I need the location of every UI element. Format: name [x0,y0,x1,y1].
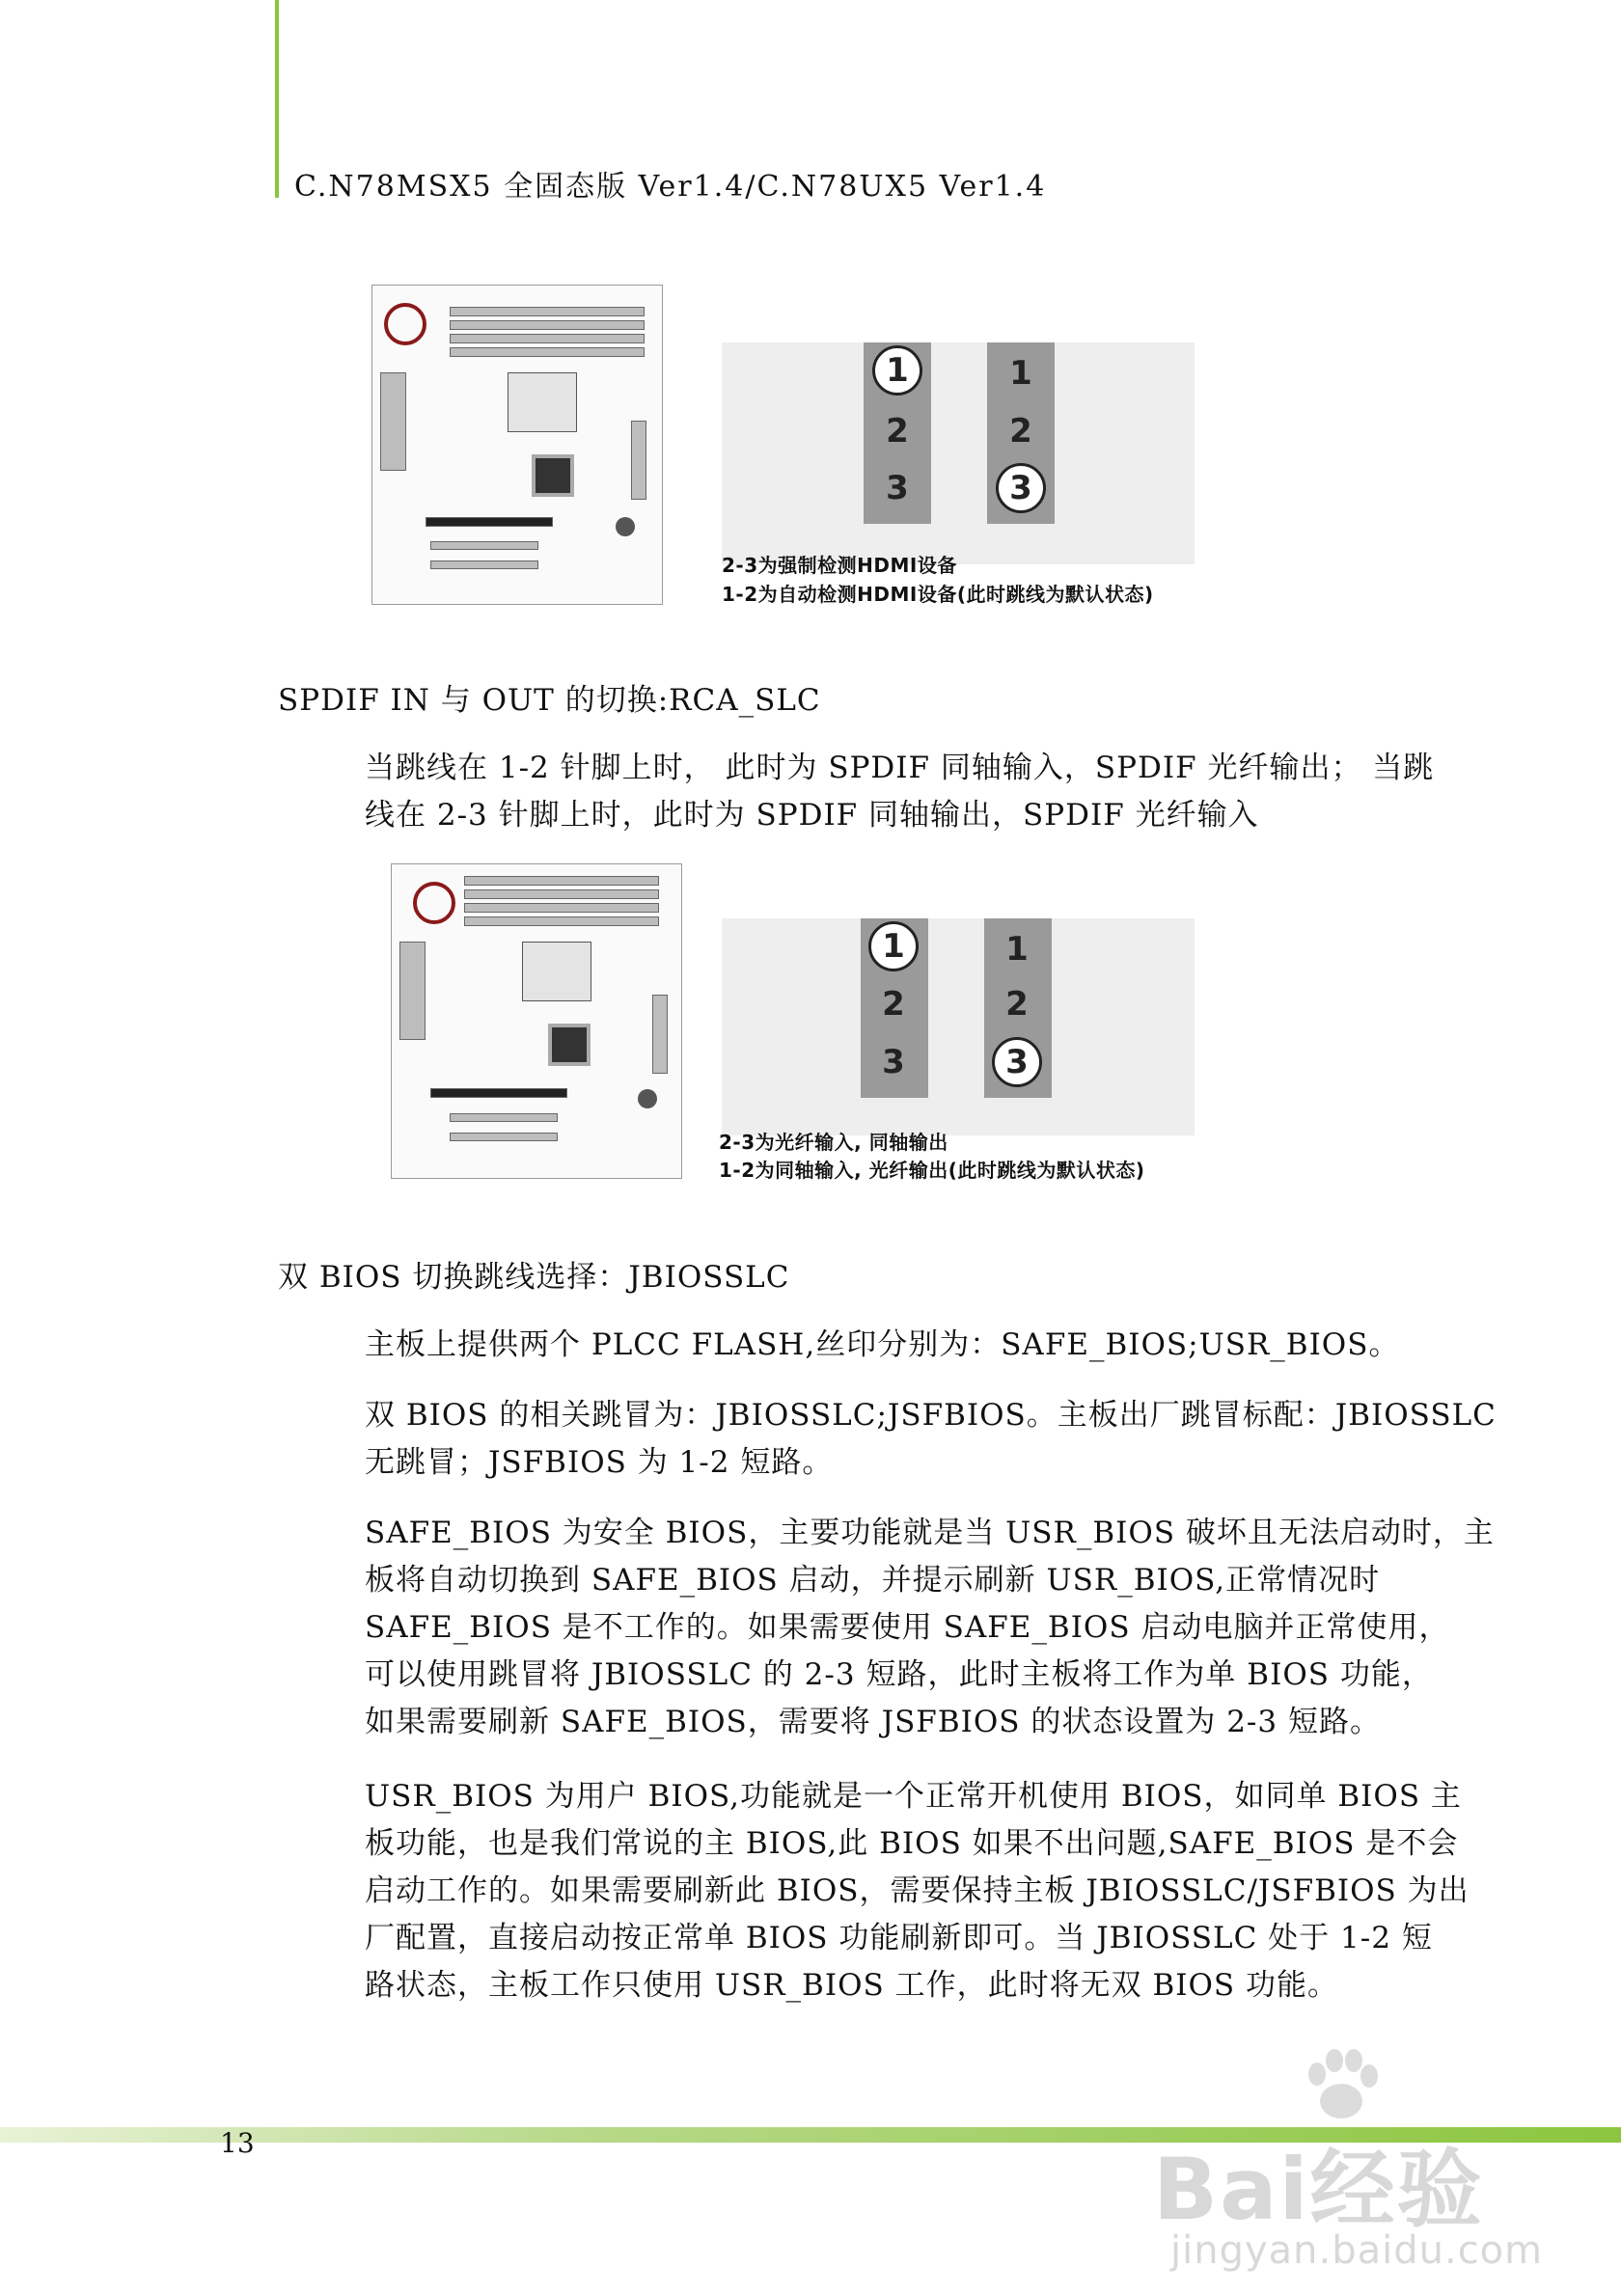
text-line: 双 BIOS 的相关跳冒为：JBIOSSLC;JSFBIOS。主板出厂跳冒标配：JBIOSSLC [365,1398,1497,1433]
paw-icon [1298,2045,1385,2132]
text-line: 板功能，也是我们常说的主 BIOS,此 BIOS 如果不出问题,SAFE_BIOS 是不会 [365,1826,1459,1861]
header-accent-line [275,0,279,198]
pin-2: 2 [882,985,905,1024]
watermark-url: jingyan.baidu.com [1170,2228,1544,2273]
text-line: 主板上提供两个 PLCC FLASH,丝印分别为：SAFE_BIOS;USR_BIOS。 [365,1327,1400,1362]
chipset [532,454,574,497]
text-line: SAFE_BIOS 是不工作的。如果需要使用 SAFE_BIOS 启动电脑并正常使用， [365,1610,1450,1645]
text-line: 如果需要刷新 SAFE_BIOS，需要将 JSFBIOS 的状态设置为 2-3 短路。 [365,1705,1381,1739]
text-line: USR_BIOS 为用户 BIOS,功能就是一个正常开机使用 BIOS，如同单 BIOS 主 [365,1779,1462,1814]
pin-2: 2 [886,412,909,451]
memory-slot [450,320,645,330]
memory-slot [464,903,659,913]
circle-highlight [384,303,426,345]
memory-slot [464,876,659,886]
io-panel [399,942,426,1040]
memory-slot [464,889,659,899]
jumper-illustration-2 [722,918,1195,1135]
pin-2: 2 [1009,412,1032,451]
pci-slot [450,1113,558,1122]
section-heading-bios: 双 BIOS 切换跳线选择：JBIOSSLC [278,1260,790,1295]
text-line: 板将自动切换到 SAFE_BIOS 启动，并提示刷新 USR_BIOS,正常情况时 [365,1563,1381,1598]
memory-slot [450,347,645,357]
pin-1-circled: 1 [872,345,922,396]
paragraph-bios-1 [365,1322,1412,1369]
text-line: SAFE_BIOS 为安全 BIOS，主要功能就是当 USR_BIOS 破坏且无法启动时，主 [365,1516,1495,1550]
pin-1-circled: 1 [868,921,919,971]
paragraph-bios-2 [365,1392,1497,1487]
header-title: C.N78MSX5 全固态版 Ver1.4/C.N78UX5 Ver1.4 [294,170,1047,204]
pin-3: 3 [882,1043,905,1081]
pin-3-circled: 3 [996,463,1046,513]
pcie-slot [426,517,553,527]
memory-slot [464,916,659,926]
circle-highlight [413,882,455,924]
text-line: 路状态，主板工作只使用 USR_BIOS 工作，此时将无双 BIOS 功能。 [365,1968,1338,2003]
text-line: 线在 2-3 针脚上时，此时为 SPDIF 同轴输出，SPDIF 光纤输入 [365,798,1259,833]
figure-caption-line2: 1-2为自动检测HDMI设备(此时跳线为默认状态) [722,583,1154,606]
pin-1: 1 [1005,930,1029,969]
motherboard-diagram-2 [391,863,682,1179]
text-line: 启动工作的。如果需要刷新此 BIOS，需要保持主板 JBIOSSLC/JSFBIOS 为出 [365,1873,1470,1908]
pcie-slot [430,1088,567,1098]
atx-connector [631,421,646,500]
battery [616,517,635,536]
pin-3-circled: 3 [992,1037,1042,1087]
pci-slot [450,1133,558,1141]
cpu-socket [522,942,591,1001]
battery [638,1089,657,1108]
jumper-illustration-1 [722,342,1195,564]
memory-slot [450,307,645,316]
io-panel [380,372,406,471]
pin-1: 1 [1009,354,1032,393]
section-heading-spdif: SPDIF IN 与 OUT 的切换:RCA_SLC [278,683,821,718]
text-line: 厂配置，直接启动按正常单 BIOS 功能刷新即可。当 JBIOSSLC 处于 1-2 短 [365,1921,1433,1955]
chipset [548,1024,591,1066]
memory-slot [450,334,645,343]
text-line: 当跳线在 1-2 针脚上时， 此时为 SPDIF 同轴输入，SPDIF 光纤输出； 当跳 [365,751,1435,785]
baidu-watermark [1153,2045,1607,2282]
pci-slot [430,541,538,550]
atx-connector [652,995,668,1074]
text-line: 无跳冒；JSFBIOS 为 1-2 短路。 [365,1445,834,1480]
paragraph-bios-3 [365,1510,1495,1746]
pci-slot [430,560,538,569]
cpu-socket [508,372,577,432]
pin-2: 2 [1005,985,1029,1024]
page-number: 13 [220,2127,255,2159]
pin-3: 3 [886,469,909,507]
paragraph-bios-4 [365,1773,1470,2009]
figure-caption-line1: 2-3为强制检测HDMI设备 [722,554,957,577]
figure-caption-line1: 2-3为光纤输入, 同轴输出 [719,1131,948,1154]
watermark-brand: Bai经验 [1153,2140,1484,2239]
figure-caption-line2: 1-2为同轴输入, 光纤输出(此时跳线为默认状态) [719,1159,1145,1182]
text-line: 可以使用跳冒将 JBIOSSLC 的 2-3 短路，此时主板将工作为单 BIOS 功能， [365,1657,1433,1692]
motherboard-diagram-1 [371,285,663,605]
paragraph-spdif [365,745,1435,839]
